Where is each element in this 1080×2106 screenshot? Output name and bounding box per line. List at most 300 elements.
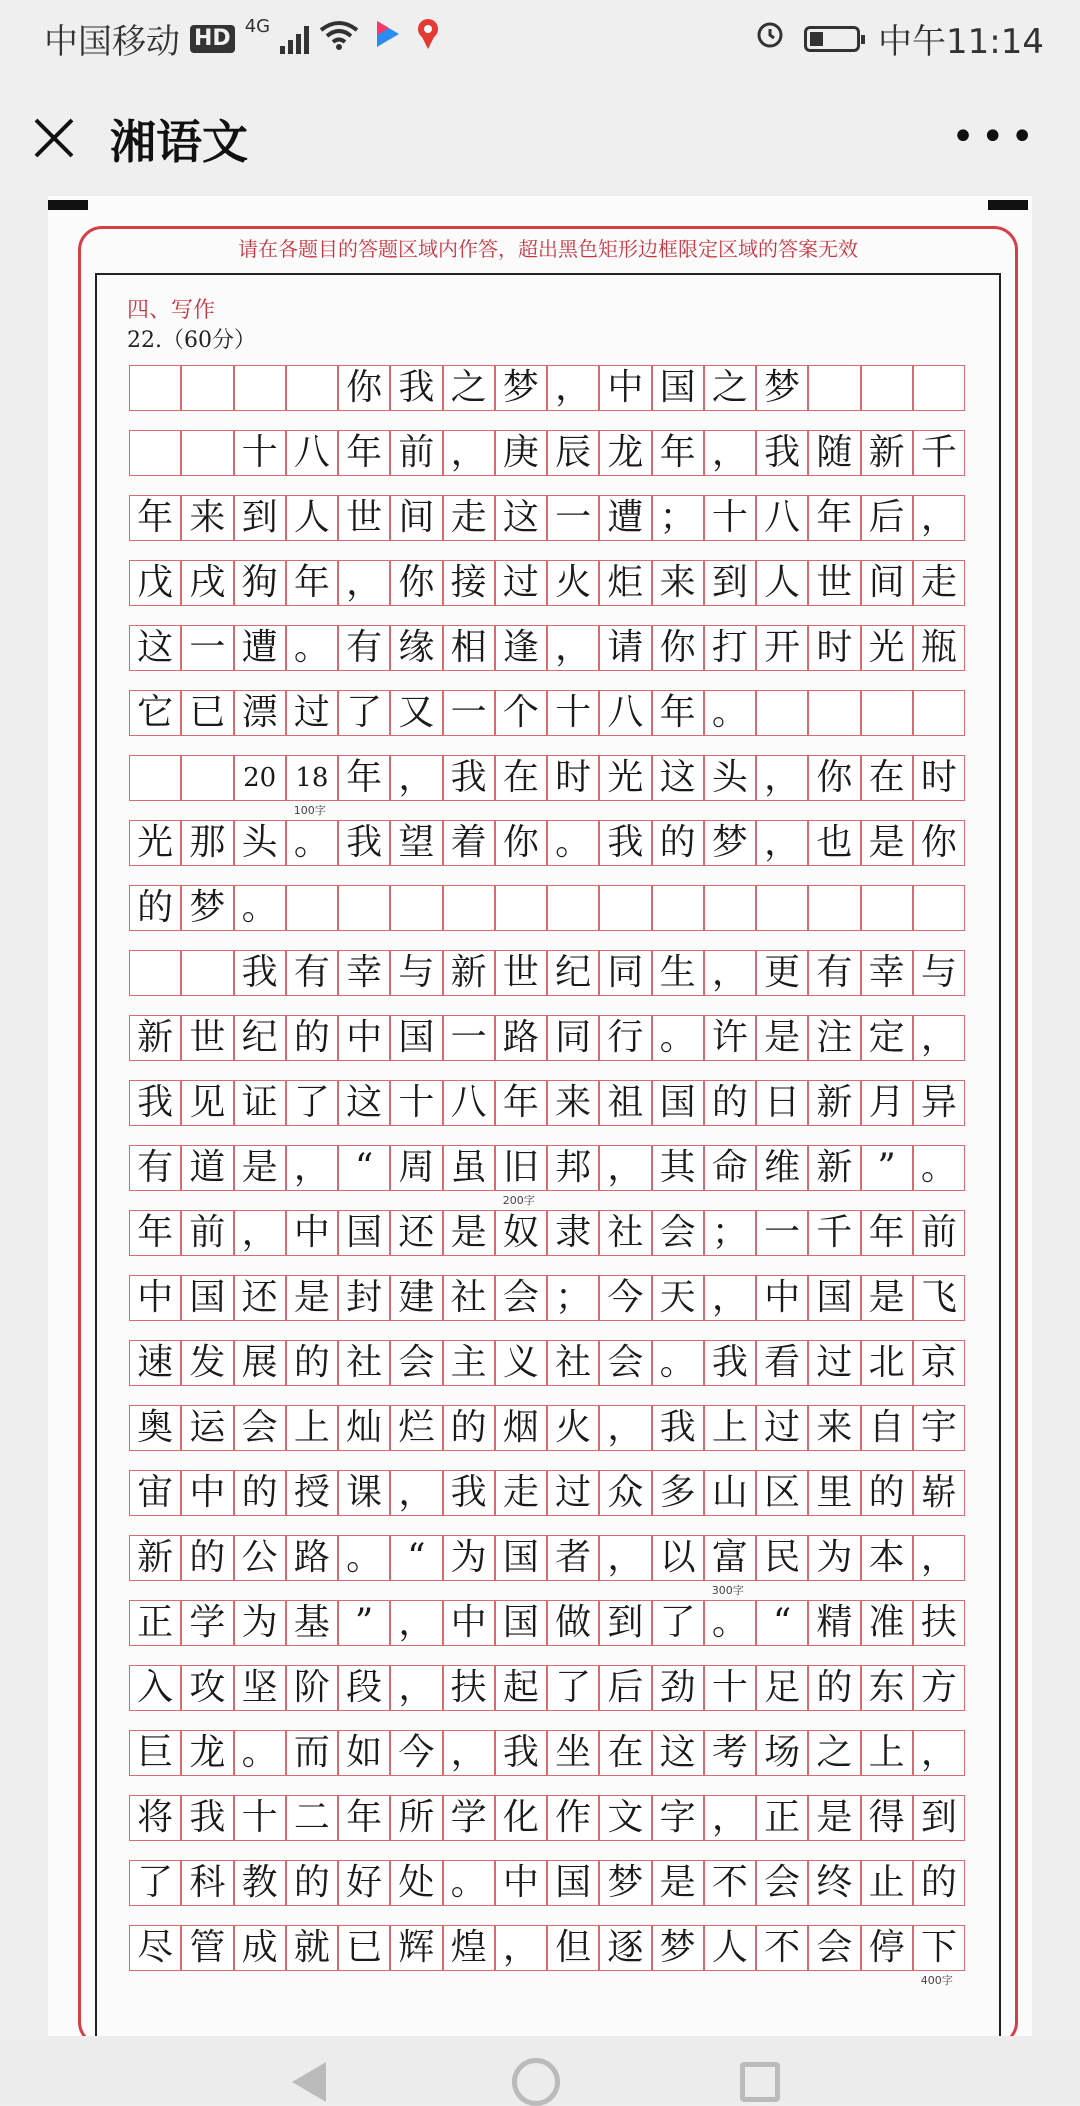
grid-cell: ，: [913, 1015, 965, 1061]
grid-cell: 望: [390, 820, 442, 866]
grid-cell: 成: [234, 1925, 286, 1971]
grid-cell: ，: [390, 1600, 442, 1646]
grid-cell: [913, 365, 965, 411]
grid-cell: 年: [338, 1795, 390, 1841]
more-icon[interactable]: •••: [951, 114, 1040, 160]
grid-cell: ；: [652, 495, 704, 541]
grid-cell: 教: [234, 1860, 286, 1906]
title-bar: [0, 72, 1080, 200]
grid-cell: ，: [547, 365, 599, 411]
grid-cell: 十: [547, 690, 599, 736]
grid-cell: 中: [181, 1470, 233, 1516]
grid-row: [129, 1080, 965, 1126]
grid-cell: 新: [808, 1080, 860, 1126]
grid-cell: 如: [338, 1730, 390, 1776]
grid-cell: 十: [234, 1795, 286, 1841]
grid-cell: 过: [808, 1340, 860, 1386]
grid-row: [129, 820, 965, 866]
grid-row: [129, 755, 965, 817]
grid-cell: 区: [756, 1470, 808, 1516]
grid-cell: 过: [756, 1405, 808, 1451]
grid-cell: 中: [756, 1275, 808, 1321]
clock: 中午11:14: [878, 22, 1044, 62]
grid-cell: 新: [808, 1145, 860, 1191]
grid-cell: 我: [181, 1795, 233, 1841]
grid-cell: 社: [338, 1340, 390, 1386]
grid-cell: 国: [547, 1860, 599, 1906]
grid-cell: ”: [861, 1145, 913, 1191]
grid-cell: 一: [181, 625, 233, 671]
grid-row: [129, 1015, 965, 1061]
grid-cell: 前: [390, 430, 442, 476]
grid-cell: [443, 885, 495, 931]
grid-cell: [861, 365, 913, 411]
grid-cell: 管: [181, 1925, 233, 1971]
grid-cell: 前: [913, 1210, 965, 1256]
grid-cell: 社: [599, 1210, 651, 1256]
grid-cell: 科: [181, 1860, 233, 1906]
grid-row: [129, 560, 965, 606]
grid-cell: 场: [756, 1730, 808, 1776]
grid-cell: 漂: [234, 690, 286, 736]
grid-cell: 八: [756, 495, 808, 541]
grid-cell: 来: [808, 1405, 860, 1451]
grid-cell: 隶: [547, 1210, 599, 1256]
grid-row: [129, 950, 965, 996]
grid-cell: 。: [547, 820, 599, 866]
grid-cell: 我: [495, 1730, 547, 1776]
grid-cell: 民: [756, 1535, 808, 1581]
grid-cell: 与: [913, 950, 965, 996]
grid-cell: 中: [443, 1600, 495, 1646]
grid-cell: 。: [443, 1860, 495, 1906]
section-heading: 四、写作: [127, 298, 216, 323]
grid-cell: 戊: [129, 560, 181, 606]
grid-cell: 国: [495, 1600, 547, 1646]
grid-cell: 起: [495, 1665, 547, 1711]
grid-cell: 逐: [599, 1925, 651, 1971]
grid-cell: 维: [756, 1145, 808, 1191]
battery-level: [810, 32, 823, 46]
grid-row: [129, 495, 965, 541]
grid-cell: 这: [652, 1730, 704, 1776]
grid-cell: 命: [704, 1145, 756, 1191]
grid-cell: 过: [286, 690, 338, 736]
grid-cell: 为: [443, 1535, 495, 1581]
grid-cell: 辉: [390, 1925, 442, 1971]
grid-cell: 天: [652, 1275, 704, 1321]
status-left: [44, 14, 443, 63]
grid-cell: [338, 885, 390, 931]
grid-cell: ，: [390, 1665, 442, 1711]
grid-cell: 国: [652, 1080, 704, 1126]
grid-row: [129, 1470, 965, 1516]
word-count-marker: 100字: [293, 804, 326, 817]
grid-cell: 会: [652, 1210, 704, 1256]
word-count-marker: 200字: [502, 1194, 535, 1207]
grid-cell: 我: [390, 365, 442, 411]
grid-cell: 在: [599, 1730, 651, 1776]
grid-cell: 梦: [181, 885, 233, 931]
grid-cell: 炬: [599, 560, 651, 606]
grid-cell: 路: [286, 1535, 338, 1581]
sheet-notice: 请在各题目的答题区域内作答，超出黑色矩形边框限定区域的答案无效: [238, 237, 858, 261]
grid-cell: 年: [652, 430, 704, 476]
grid-cell: 同: [547, 1015, 599, 1061]
grid-cell: 打: [704, 625, 756, 671]
grid-cell: ，: [390, 1470, 442, 1516]
grid-row: [129, 365, 965, 411]
grid-cell: 来: [652, 560, 704, 606]
carrier-label: 中国移动: [44, 22, 180, 62]
grid-cell: 中: [495, 1860, 547, 1906]
alignment-mark-left: [48, 200, 88, 210]
grid-cell: 头: [234, 820, 286, 866]
grid-cell: 新: [129, 1015, 181, 1061]
grid-cell: 不: [704, 1860, 756, 1906]
grid-cell: 崭: [913, 1470, 965, 1516]
grid-cell: 纪: [547, 950, 599, 996]
grid-cell: 入: [129, 1665, 181, 1711]
grid-cell: 庚: [495, 430, 547, 476]
close-icon[interactable]: [28, 112, 80, 164]
grid-cell: 年: [808, 495, 860, 541]
word-count-marker: 300字: [711, 1584, 744, 1597]
grid-cell: 宇: [913, 1405, 965, 1451]
grid-cell: 有: [129, 1145, 181, 1191]
grid-cell: 煌: [443, 1925, 495, 1971]
grid-cell: 邦: [547, 1145, 599, 1191]
grid-cell: 世: [181, 1015, 233, 1061]
grid-cell: 你: [652, 625, 704, 671]
grid-cell: 有: [286, 950, 338, 996]
grid-cell: 我: [599, 820, 651, 866]
grid-cell: [286, 885, 338, 931]
grid-cell: ，: [547, 625, 599, 671]
grid-cell: 国: [652, 365, 704, 411]
grid-cell: 了: [286, 1080, 338, 1126]
grid-cell: 坚: [234, 1665, 286, 1711]
grid-cell: 京: [913, 1340, 965, 1386]
grid-row: [129, 1925, 965, 1987]
grid-cell: [756, 690, 808, 736]
alignment-mark-right: [988, 200, 1028, 210]
grid-cell: 年: [861, 1210, 913, 1256]
recent-apps-icon[interactable]: [740, 2062, 780, 2102]
signal-icon: [280, 24, 309, 54]
grid-cell: 山: [704, 1470, 756, 1516]
answer-sheet-image[interactable]: [48, 196, 1032, 2036]
grid-cell: 火: [547, 1405, 599, 1451]
grid-cell: 狗: [234, 560, 286, 606]
grid-cell: 的: [286, 1340, 338, 1386]
grid-cell: 我: [756, 430, 808, 476]
grid-cell: 会: [756, 1860, 808, 1906]
grid-cell: “: [756, 1600, 808, 1646]
grid-cell: 之: [808, 1730, 860, 1776]
grid-cell: 世: [495, 950, 547, 996]
grid-cell: 正: [756, 1795, 808, 1841]
grid-cell: 千: [913, 430, 965, 476]
grid-cell: 年: [129, 1210, 181, 1256]
grid-cell: 我: [129, 1080, 181, 1126]
grid-cell: ，: [599, 1535, 651, 1581]
grid-cell: 开: [756, 625, 808, 671]
grid-cell: 光: [861, 625, 913, 671]
grid-cell: ，: [443, 1730, 495, 1776]
grid-cell: 是: [861, 1275, 913, 1321]
grid-cell: 是: [286, 1275, 338, 1321]
grid-cell: 年: [129, 495, 181, 541]
grid-cell: 了: [338, 690, 390, 736]
grid-cell: 授: [286, 1470, 338, 1516]
grid-cell: 。: [652, 1340, 704, 1386]
back-icon[interactable]: [292, 2062, 326, 2102]
grid-cell: 十: [704, 495, 756, 541]
grid-cell: 的: [286, 1015, 338, 1061]
grid-cell: ，: [443, 430, 495, 476]
grid-cell: 。: [286, 625, 338, 671]
grid-cell: 更: [756, 950, 808, 996]
composition-grid: [129, 365, 965, 1990]
grid-row: [129, 1535, 965, 1597]
grid-row: [129, 1795, 965, 1841]
grid-cell: 就: [286, 1925, 338, 1971]
grid-cell: 以: [652, 1535, 704, 1581]
grid-cell: 已: [338, 1925, 390, 1971]
page-title: 湘语文: [110, 115, 248, 169]
grid-cell: ，: [704, 430, 756, 476]
grid-cell: 之: [443, 365, 495, 411]
grid-cell: 到: [704, 560, 756, 606]
grid-cell: 是: [861, 820, 913, 866]
grid-cell: 是: [756, 1015, 808, 1061]
grid-cell: 梦: [704, 820, 756, 866]
grid-row: [129, 1730, 965, 1776]
grid-cell: ，: [704, 950, 756, 996]
grid-cell: 又: [390, 690, 442, 736]
grid-cell: 攻: [181, 1665, 233, 1711]
grid-cell: ，: [756, 820, 808, 866]
grid-row: [129, 1210, 965, 1256]
grid-cell: 是: [443, 1210, 495, 1256]
grid-cell: 劲: [652, 1665, 704, 1711]
grid-cell: 运: [181, 1405, 233, 1451]
grid-cell: 你: [338, 365, 390, 411]
grid-row: [129, 430, 965, 476]
grid-cell: ，: [234, 1210, 286, 1256]
grid-cell: 足: [756, 1665, 808, 1711]
grid-cell: ，: [390, 755, 442, 801]
grid-cell: 。: [234, 885, 286, 931]
grid-cell: 止: [861, 1860, 913, 1906]
network-label: 4G: [244, 16, 271, 37]
grid-cell: 间: [390, 495, 442, 541]
grid-cell: 正: [129, 1600, 181, 1646]
grid-cell: 主: [443, 1340, 495, 1386]
grid-cell: 本: [861, 1535, 913, 1581]
grid-cell: 。: [286, 820, 338, 866]
grid-cell: 后: [599, 1665, 651, 1711]
grid-cell: [181, 950, 233, 996]
grid-cell: 梦: [599, 1860, 651, 1906]
grid-cell: 北: [861, 1340, 913, 1386]
grid-cell: ，: [599, 1145, 651, 1191]
grid-cell: 会: [234, 1405, 286, 1451]
grid-cell: 走: [913, 560, 965, 606]
grid-cell: 中: [286, 1210, 338, 1256]
grid-cell: ，: [913, 1535, 965, 1581]
grid-cell: 过: [547, 1470, 599, 1516]
grid-cell: 遭: [234, 625, 286, 671]
grid-cell: 准: [861, 1600, 913, 1646]
grid-cell: 也: [808, 820, 860, 866]
grid-cell: 字: [652, 1795, 704, 1841]
grid-cell: 旧: [495, 1145, 547, 1191]
grid-cell: [599, 885, 651, 931]
grid-cell: 已: [181, 690, 233, 736]
grid-cell: 国: [390, 1015, 442, 1061]
grid-cell: 者: [547, 1535, 599, 1581]
grid-cell: 公: [234, 1535, 286, 1581]
grid-cell: 坐: [547, 1730, 599, 1776]
grid-cell: 会: [495, 1275, 547, 1321]
grid-cell: 过: [495, 560, 547, 606]
grid-cell: 学: [443, 1795, 495, 1841]
grid-cell: 国: [338, 1210, 390, 1256]
grid-cell: 千: [808, 1210, 860, 1256]
grid-cell: ，: [495, 1925, 547, 1971]
grid-cell: 道: [181, 1145, 233, 1191]
grid-cell: 处: [390, 1860, 442, 1906]
grid-cell: 世: [338, 495, 390, 541]
grid-cell: 将: [129, 1795, 181, 1841]
grid-cell: 逢: [495, 625, 547, 671]
grid-cell: ，: [756, 755, 808, 801]
grid-cell: 二: [286, 1795, 338, 1841]
grid-row: [129, 1275, 965, 1321]
grid-cell: 的: [234, 1470, 286, 1516]
grid-cell: 课: [338, 1470, 390, 1516]
grid-cell: 相: [443, 625, 495, 671]
grid-cell: 个: [495, 690, 547, 736]
grid-cell: 下: [913, 1925, 965, 1971]
grid-cell: 注: [808, 1015, 860, 1061]
grid-cell: 世: [808, 560, 860, 606]
grid-cell: 八: [286, 430, 338, 476]
grid-cell: 但: [547, 1925, 599, 1971]
grid-cell: 停: [861, 1925, 913, 1971]
grid-cell: 而: [286, 1730, 338, 1776]
grid-cell: 年: [495, 1080, 547, 1126]
grid-cell: 阶: [286, 1665, 338, 1711]
grid-cell: 宙: [129, 1470, 181, 1516]
grid-cell: 义: [495, 1340, 547, 1386]
grid-cell: ”: [338, 1600, 390, 1646]
grid-cell: ，: [286, 1145, 338, 1191]
grid-cell: 的: [808, 1665, 860, 1711]
grid-cell: 梦: [495, 365, 547, 411]
grid-cell: 这: [338, 1080, 390, 1126]
grid-cell: 这: [495, 495, 547, 541]
grid-cell: 走: [495, 1470, 547, 1516]
grid-cell: 到: [234, 495, 286, 541]
home-icon[interactable]: [512, 2058, 560, 2106]
battery-icon: [804, 26, 860, 52]
grid-cell: 社: [547, 1340, 599, 1386]
grid-cell: 中: [338, 1015, 390, 1061]
grid-cell: 十: [390, 1080, 442, 1126]
grid-cell: 中: [129, 1275, 181, 1321]
grid-cell: 间: [861, 560, 913, 606]
grid-cell: 发: [181, 1340, 233, 1386]
grid-cell: ，: [704, 1275, 756, 1321]
grid-cell: 文: [599, 1795, 651, 1841]
grid-cell: 的: [704, 1080, 756, 1126]
grid-cell: 了: [652, 1600, 704, 1646]
grid-cell: 尽: [129, 1925, 181, 1971]
grid-cell: 建: [390, 1275, 442, 1321]
grid-row: [129, 625, 965, 671]
grid-cell: 年: [338, 755, 390, 801]
answer-frame: [78, 226, 1018, 2036]
grid-cell: 。: [338, 1535, 390, 1581]
grid-cell: 前: [181, 1210, 233, 1256]
youku-app-icon: [369, 17, 403, 60]
grid-cell: 富: [704, 1535, 756, 1581]
grid-cell: 作: [547, 1795, 599, 1841]
grid-cell: 今: [599, 1275, 651, 1321]
grid-cell: 你: [495, 820, 547, 866]
grid-cell: 生: [652, 950, 704, 996]
grid-cell: 在: [861, 755, 913, 801]
grid-cell: [495, 885, 547, 931]
grid-cell: 有: [808, 950, 860, 996]
grid-cell: 来: [181, 495, 233, 541]
grid-cell: 上: [704, 1405, 756, 1451]
grid-row: [129, 885, 965, 931]
grid-cell: 那: [181, 820, 233, 866]
grid-cell: 你: [390, 560, 442, 606]
grid-cell: 基: [286, 1600, 338, 1646]
grid-cell: 化: [495, 1795, 547, 1841]
grid-cell: ，: [704, 1795, 756, 1841]
grid-cell: 学: [181, 1600, 233, 1646]
grid-cell: 。: [234, 1730, 286, 1776]
grid-cell: 与: [390, 950, 442, 996]
grid-cell: 年: [286, 560, 338, 606]
grid-cell: 。: [913, 1145, 965, 1191]
grid-cell: 考: [704, 1730, 756, 1776]
grid-cell: [756, 885, 808, 931]
alarm-icon: [754, 18, 786, 59]
grid-cell: 走: [443, 495, 495, 541]
grid-cell: 之: [704, 365, 756, 411]
grid-cell: 龙: [599, 430, 651, 476]
grid-cell: ，: [913, 1730, 965, 1776]
grid-cell: 是: [808, 1795, 860, 1841]
grid-cell: 今: [390, 1730, 442, 1776]
grid-cell: 你: [913, 820, 965, 866]
grid-cell: 幸: [338, 950, 390, 996]
grid-cell: 纪: [234, 1015, 286, 1061]
grid-cell: 。: [652, 1015, 704, 1061]
grid-cell: 烂: [390, 1405, 442, 1451]
grid-cell: [808, 885, 860, 931]
grid-cell: 辰: [547, 430, 599, 476]
grid-cell: 时: [913, 755, 965, 801]
grid-cell: 的: [181, 1535, 233, 1581]
